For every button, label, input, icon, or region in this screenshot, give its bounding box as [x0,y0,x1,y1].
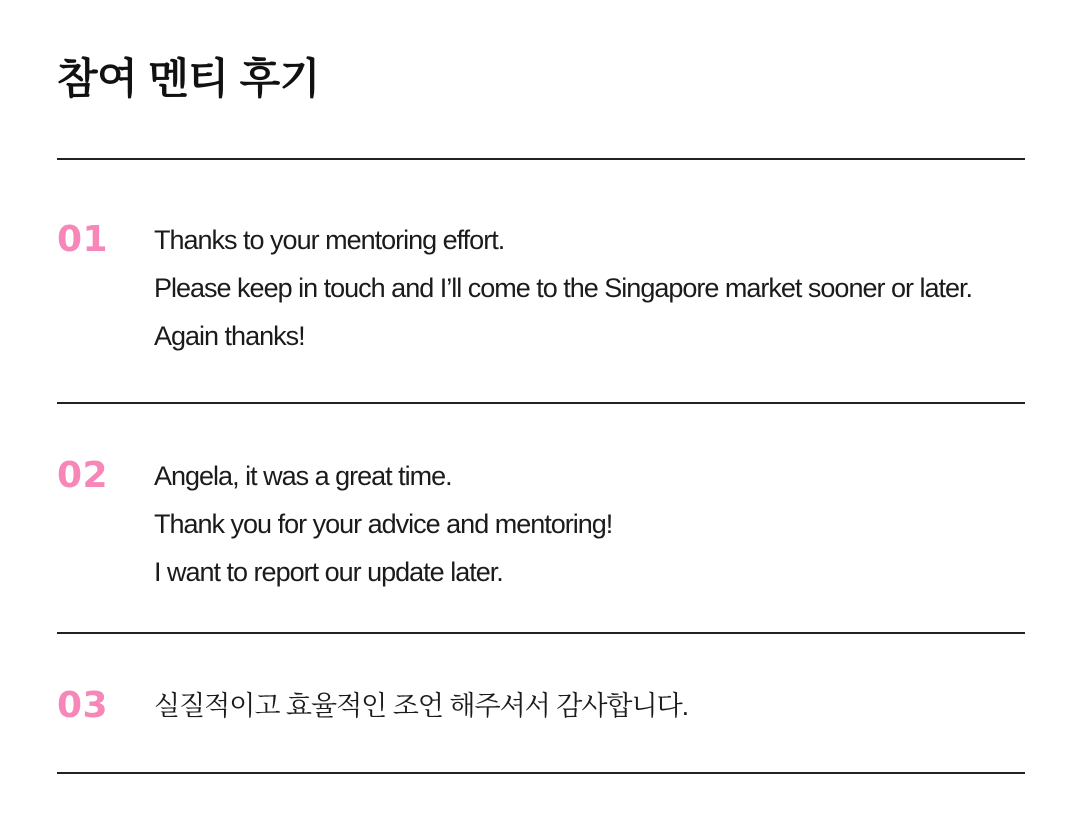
review-item-02 [57,404,1025,632]
review-item-03 [57,634,1025,772]
review-text-03 [154,682,1025,730]
review-text-line: Please keep in touch and I’ll come to the Singapore market sooner or later. [154,273,973,303]
review-text-line: Angela, it was a great time. [154,461,452,491]
review-text-01 [154,216,1025,360]
review-number-03: 03 [57,685,109,726]
review-text-line: Thank you for your advice and mentoring! [154,509,613,539]
review-item-01 [57,160,1025,402]
review-text-line: Again thanks! [154,321,305,351]
review-text-line: Thanks to your mentoring effort. [154,225,505,255]
review-number-02: 02 [57,455,109,496]
page-title: 참여 멘티 후기 [57,55,320,102]
review-text-02 [154,452,1025,596]
review-text-line: I want to report our update later. [154,557,503,587]
review-text-line: 실질적이고 효율적인 조언 해주셔서 감사합니다. [154,691,689,721]
review-number-01: 01 [57,219,109,260]
divider-bottom [57,772,1025,774]
